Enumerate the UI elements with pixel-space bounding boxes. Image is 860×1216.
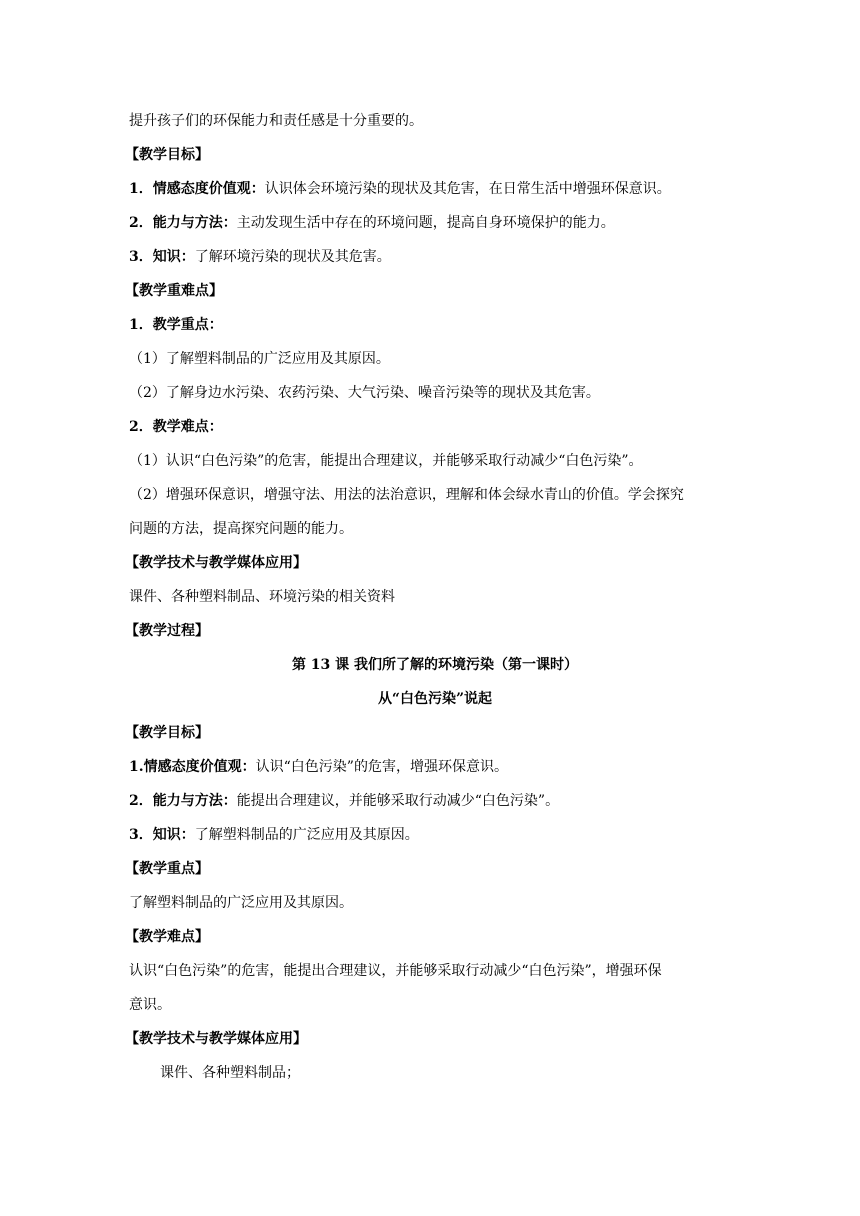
media-text: 课件、各种塑料制品、环境污染的相关资料	[129, 589, 395, 605]
lesson-goal-item-2	[129, 784, 741, 818]
lesson-goal-3-label: 3．知识：	[129, 827, 195, 843]
heading-lesson-key-point: 【教学重点】	[125, 861, 209, 877]
lesson-difficult-point-a: 认识“白色污染”的危害，能提出合理建议，并能够采取行动减少“白色污染”，增强环保	[129, 963, 662, 979]
difficult-point-2b: 问题的方法，提高探究问题的能力。	[129, 521, 353, 537]
lesson-difficult-point-b: 意识。	[129, 997, 171, 1013]
goal-item-3	[129, 240, 741, 274]
lesson-goal-2-label: 2．能力与方法：	[129, 793, 237, 809]
difficult-point-1: （1）认识“白色污染”的危害，能提出合理建议，并能够采取行动减少“白色污染”。	[129, 453, 643, 469]
heading-lesson-difficult-point: 【教学难点】	[125, 929, 209, 945]
lesson-subtitle: 从“白色污染”说起	[377, 691, 493, 707]
goal-3-label: 3．知识：	[129, 249, 195, 265]
heading-lesson-goals: 【教学目标】	[125, 725, 209, 741]
goal-1-text: 认识体会环境污染的现状及其危害，在日常生活中增强环保意识。	[264, 181, 671, 197]
goal-item-2	[129, 206, 741, 240]
lesson-media-text: 课件、各种塑料制品；	[160, 1065, 300, 1081]
heading-process: 【教学过程】	[125, 623, 209, 639]
key-point-1: （1）了解塑料制品的广泛应用及其原因。	[129, 351, 390, 367]
key-point-2: （2）了解身边水污染、农药污染、大气污染、噪音污染等的现状及其危害。	[129, 385, 600, 401]
lesson-goal-item-1	[129, 750, 741, 784]
goal-2-text: 主动发现生活中存在的环境问题，提高自身环境保护的能力。	[236, 215, 615, 231]
intro-paragraph: 提升孩子们的环保能力和责任感是十分重要的。	[129, 113, 423, 129]
difficult-point-2a: （2）增强环保意识，增强守法、用法的法治意识，理解和体会绿水青山的价值。学会探究	[129, 487, 684, 503]
heading-key-difficult-points: 【教学重难点】	[125, 283, 223, 299]
document-body	[125, 104, 741, 1090]
heading-teaching-goals: 【教学目标】	[125, 147, 209, 163]
goal-1-label: 1．情感态度价值观：	[129, 181, 265, 197]
difficult-points-label: 2．教学难点：	[129, 419, 223, 435]
lesson-goal-1-label: 1.情感态度价值观：	[129, 759, 256, 775]
lesson-goal-3-text: 了解塑料制品的广泛应用及其原因。	[194, 827, 419, 843]
lesson-goal-1-text: 认识“白色污染”的危害，增强环保意识。	[255, 759, 508, 775]
heading-lesson-media: 【教学技术与教学媒体应用】	[125, 1031, 307, 1047]
heading-media: 【教学技术与教学媒体应用】	[125, 555, 307, 571]
lesson-key-point-text: 了解塑料制品的广泛应用及其原因。	[129, 895, 353, 911]
goal-3-text: 了解环境污染的现状及其危害。	[194, 249, 391, 265]
key-points-label: 1．教学重点：	[129, 317, 223, 333]
goal-2-label: 2．能力与方法：	[129, 215, 237, 231]
goal-item-1	[129, 172, 741, 206]
lesson-goal-item-3	[129, 818, 741, 852]
lesson-title: 第 13 课 我们所了解的环境污染（第一课时）	[291, 657, 579, 673]
lesson-goal-2-text: 能提出合理建议，并能够采取行动减少“白色污染”。	[236, 793, 560, 809]
